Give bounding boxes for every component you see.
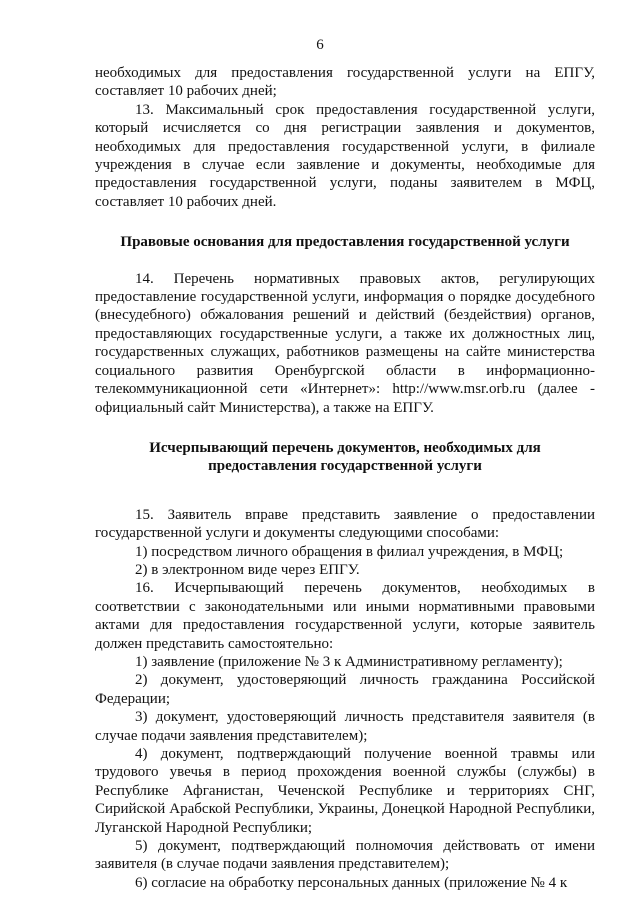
section-heading-legal-basis: Правовые основания для предоставления государственной услуги: [120, 234, 570, 251]
section-heading-documents-list: Исчерпывающий перечень документов, необходимых для предоставления государственной услуги: [149, 439, 541, 475]
list-item: 1) посредством личного обращения в филиал учреждения, в МФЦ;: [135, 543, 564, 560]
page-number: 6: [316, 37, 324, 53]
paragraph-15: 15. Заявитель вправе представить заявление о предоставлении государственной услуги и документы следующими способами:: [95, 506, 595, 542]
list-item: 1) заявление (приложение № 3 к Административному регламенту);: [135, 653, 563, 670]
list-item: 6) согласие на обработку персональных данных (приложение № 4 к: [135, 874, 568, 891]
list-item: 2) документ, удостоверяющий личность гражданина Российской Федерации;: [95, 672, 595, 707]
paragraph-14: 14. Перечень нормативных правовых актов, регулирующих предоставление государственной услуги, информация о порядке досудебного (внесудебного) обжалования решений и действий (бездействия) органов, предоставляющих государственные услуги, а также их должностных лиц, государственных служащих, работников размещены на сайте министерства социального развития Оренбургской области в информационно-телекоммуникационной сети «Интернет»: http://www.msr.orb.ru (далее - официальный сайт Министерства), а также на ЕПГУ.: [95, 270, 595, 416]
list-item: 4) документ, подтверждающий получение военной травмы или трудового увечья в период прохождения военной службы (службы) в Республике Афганистан, Чеченской Республике и территориях СНГ, Сирийской Арабской Республики, Украины, Донецкой Народной Республики, Луганской Народной Республики;: [95, 746, 595, 836]
paragraph: необходимых для предоставления государственной услуги на ЕПГУ, составляет 10 рабочих дней;: [95, 65, 595, 100]
list-item: 5) документ, подтверждающий полномочия действовать от имени заявителя (в случае подачи заявления представителем);: [95, 838, 595, 873]
list-item: 3) документ, удостоверяющий личность представителя заявителя (в случае подачи заявления представителем);: [95, 709, 595, 744]
paragraph-13: 13. Максимальный срок предоставления государственной услуги, который исчисляется со дня регистрации заявления и документов, необходимых для предоставления государственной услуги, в филиале учреждения в случае если заявление и документы, необходимые для предоставления государственной услуги, поданы заявителем в МФЦ, составляет 10 рабочих дней.: [95, 101, 595, 210]
document-body: [95, 64, 595, 892]
paragraph-16: 16. Исчерпывающий перечень документов, необходимых в соответствии с законодательными или иными нормативными правовыми актами для предоставления государственной услуги, которые заявитель должен представить самостоятельно:: [95, 580, 595, 652]
list-item: 2) в электронном виде через ЕПГУ.: [135, 561, 360, 578]
